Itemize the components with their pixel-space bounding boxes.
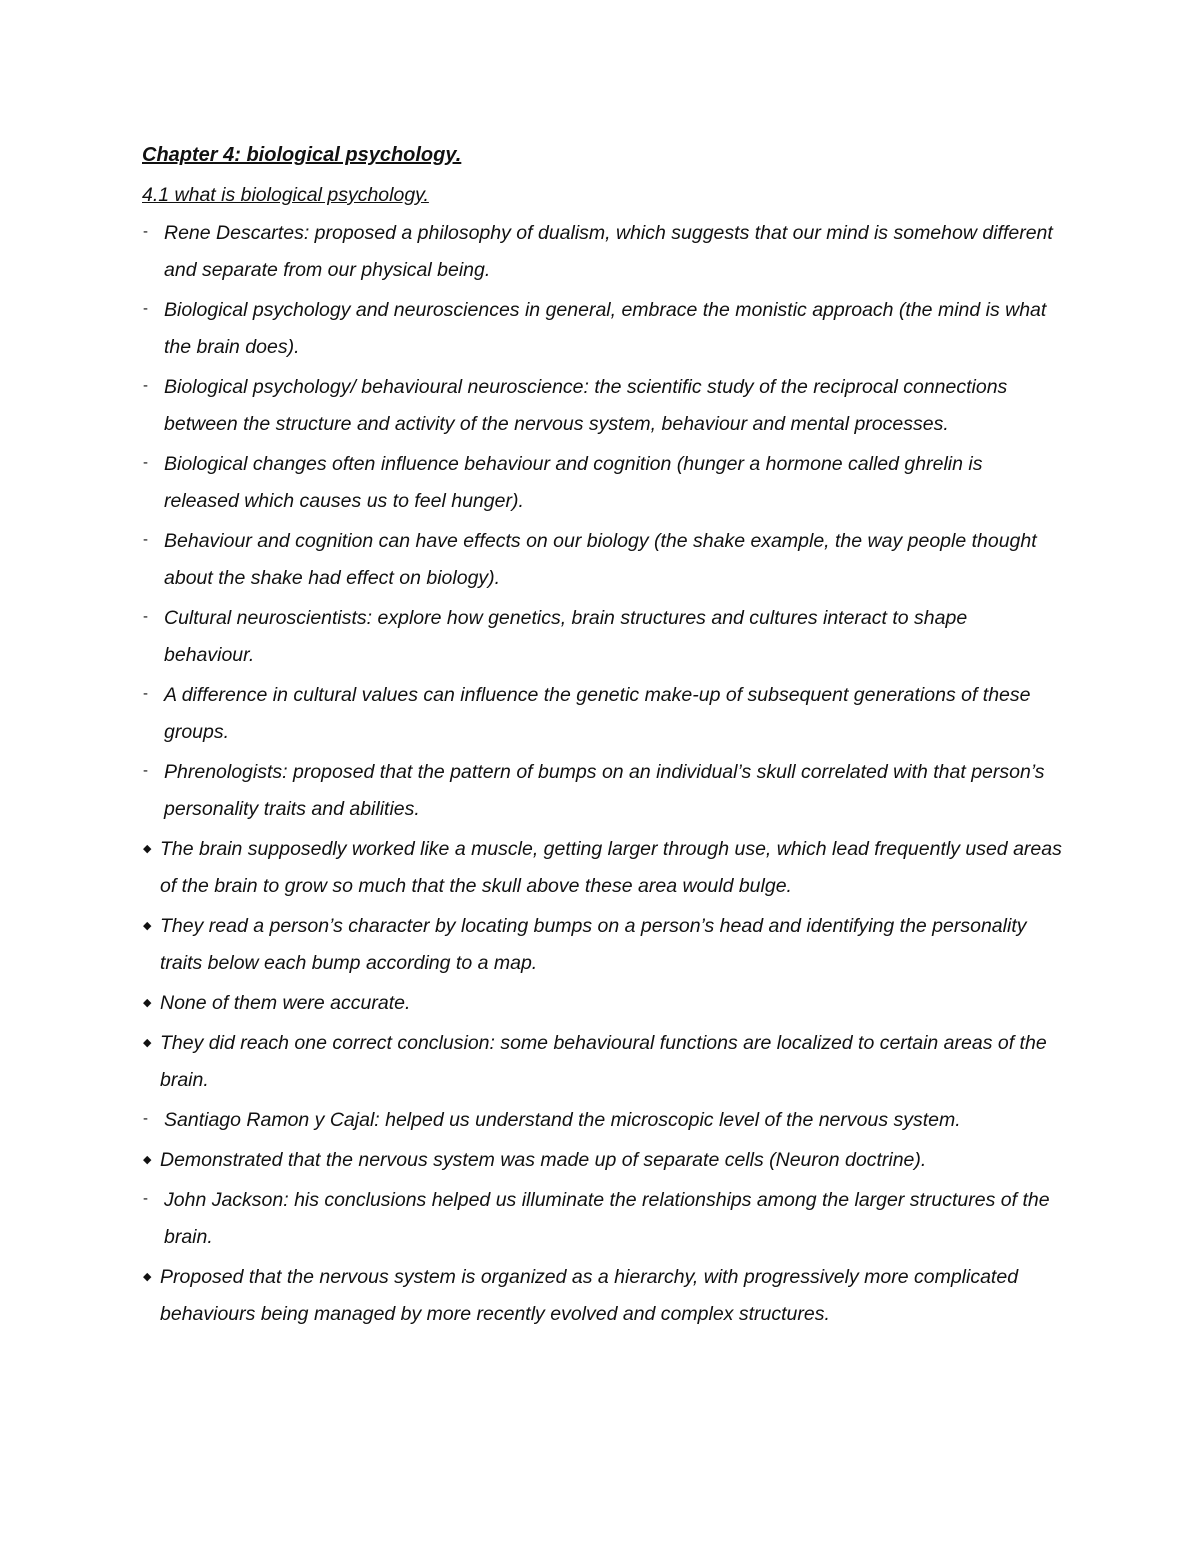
dash-bullet-icon: - [143,300,148,317]
dash-list-item [142,446,1062,520]
bullet-list-item [142,908,1062,982]
dash-list-item [142,369,1062,443]
list-item-text: Santiago Ramon y Cajal: helped us understand the microscopic level of the nervous system. [164,1109,961,1131]
bullet-list-item [142,1259,1062,1333]
document-body [142,140,1062,1336]
diamond-bullet-icon: ◆ [143,1271,152,1283]
dash-bullet-icon: - [143,762,148,779]
dash-bullet-icon: - [143,454,148,471]
list-item-text: Behaviour and cognition can have effects on our biology (the shake example, the way people thought about the shake had effect on biology). [164,530,1037,589]
section-title: 4.1 what is biological psychology. [142,184,429,206]
list-item-text: John Jackson: his conclusions helped us illuminate the relationships among the larger structures of the brain. [164,1189,1050,1248]
dash-bullet-icon: - [143,377,148,394]
list-item-text: Rene Descartes: proposed a philosophy of dualism, which suggests that our mind is somehow different and separate from our physical being. [164,222,1053,281]
dash-bullet-icon: - [143,1110,148,1127]
bullet-list-item [142,1025,1062,1099]
list-item-text: Proposed that the nervous system is organized as a hierarchy, with progressively more complicated behaviours being managed by more recently evolved and complex structures. [160,1266,1019,1325]
list-item-text: They did reach one correct conclusion: some behavioural functions are localized to certain areas of the brain. [160,1032,1047,1091]
bullet-list-item [142,1142,1062,1179]
diamond-bullet-icon: ◆ [143,1037,152,1049]
dash-bullet-icon: - [143,531,148,548]
dash-bullet-icon: - [143,685,148,702]
list-item-text: Phrenologists: proposed that the pattern of bumps on an individual’s skull correlated with that person’s personality traits and abilities. [164,761,1045,820]
dash-list-item [142,292,1062,366]
list-item-text: Cultural neuroscientists: explore how genetics, brain structures and cultures interact to shape behaviour. [164,607,968,666]
dash-list-item [142,677,1062,751]
dash-list-item [142,600,1062,674]
bullet-list-item [142,985,1062,1022]
dash-list-item [142,523,1062,597]
list-item-text: Biological psychology/ behavioural neuroscience: the scientific study of the reciprocal connections between the structure and activity of the nervous system, behaviour and mental processes. [164,376,1008,435]
dash-list-item [142,1102,1062,1139]
dash-bullet-icon: - [143,1190,148,1207]
notes-list [142,215,1062,1333]
list-item-text: They read a person’s character by locating bumps on a person’s head and identifying the personality traits below each bump according to a map. [160,915,1027,974]
diamond-bullet-icon: ◆ [143,997,152,1009]
diamond-bullet-icon: ◆ [143,843,152,855]
list-item-text: Biological changes often influence behaviour and cognition (hunger a hormone called ghrelin is released which causes us to feel hunger). [164,453,983,512]
list-item-text: The brain supposedly worked like a muscle, getting larger through use, which lead frequently used areas of the brain to grow so much that the skull above these area would bulge. [160,838,1062,897]
dash-bullet-icon: - [143,223,148,240]
diamond-bullet-icon: ◆ [143,920,152,932]
list-item-text: None of them were accurate. [160,992,411,1014]
list-item-text: A difference in cultural values can influence the genetic make-up of subsequent generations of these groups. [164,684,1031,743]
dash-list-item [142,754,1062,828]
list-item-text: Demonstrated that the nervous system was made up of separate cells (Neuron doctrine). [160,1149,927,1171]
list-item-text: Biological psychology and neurosciences in general, embrace the monistic approach (the mind is what the brain does). [164,299,1047,358]
dash-list-item [142,1182,1062,1256]
dash-list-item [142,215,1062,289]
chapter-title: Chapter 4: biological psychology. [142,144,462,166]
dash-bullet-icon: - [143,608,148,625]
bullet-list-item [142,831,1062,905]
diamond-bullet-icon: ◆ [143,1154,152,1166]
